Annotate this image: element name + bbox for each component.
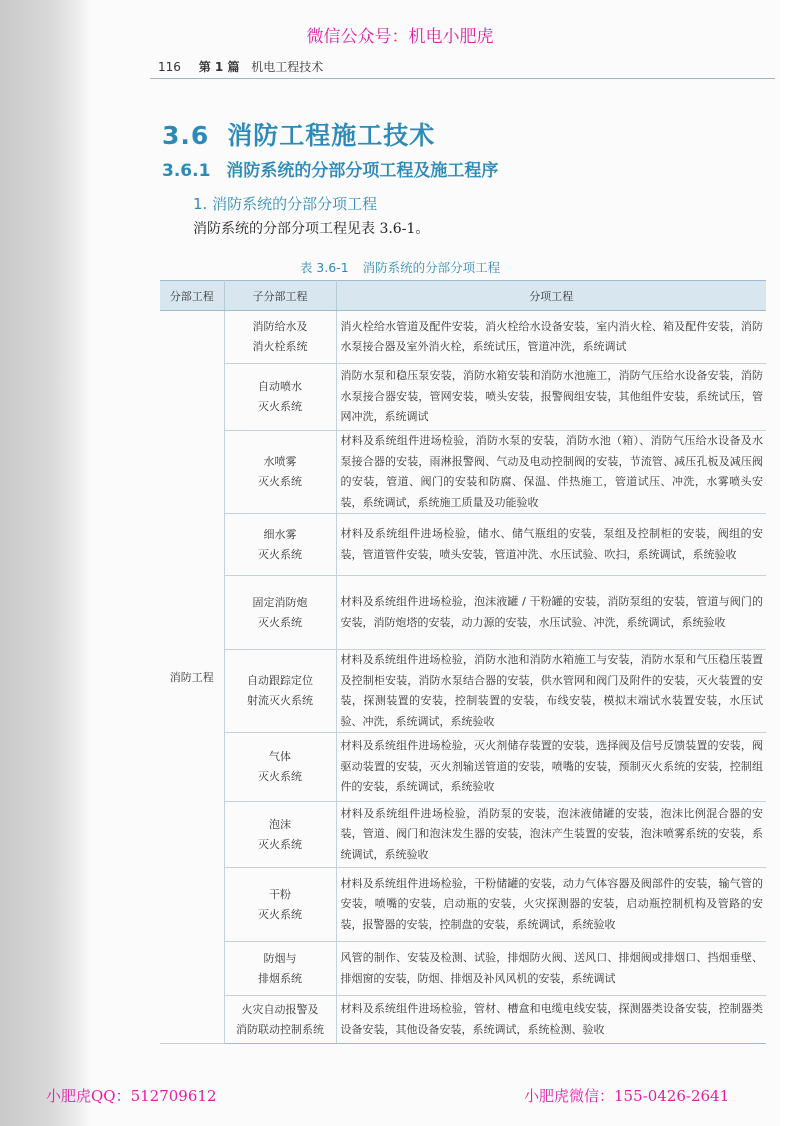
subdivision-line: 灭火系统 [258, 770, 302, 783]
subsection-title [162, 156, 498, 181]
page-number: 116 [158, 60, 181, 74]
division-cell: 消防工程 [160, 311, 224, 1044]
subdivision-line: 灭火系统 [258, 837, 302, 851]
items-cell: 材料及系统组件进场检验，灭火剂储存装置的安装，选择阀及信号反馈装置的安装，阀驱动装置的安装，灭火剂输送管道的安装，喷嘴的安装，预制灭火系统的安装，控制组件的安装，系统调试，系统验收 [336, 733, 766, 802]
subdivision-line: 固定消防炮 [252, 595, 308, 609]
subdivision-line: 灭火系统 [258, 547, 302, 561]
section-title [162, 116, 435, 152]
header-items: 分项工程 [336, 281, 766, 311]
items-cell: 风管的制作、安装及检测、试验，排烟防火阀、送风口、排烟阀或排烟口、挡烟垂壁、排烟窗的安装，防烟、排烟及补风风机的安装，系统调试 [336, 942, 766, 996]
items-cell: 材料及系统组件进场检验，储水、储气瓶组的安装，泵组及控制柜的安装，阀组的安装，管道管件安装，喷头安装，管道冲洗、水压试验、吹扫，系统调试，系统验收 [336, 514, 766, 576]
subdivision-cell [224, 514, 336, 576]
intro-paragraph: 消防系统的分部分项工程见表 3.6-1。 [193, 221, 430, 237]
header-division: 分部工程 [160, 281, 224, 311]
table-row [160, 942, 766, 996]
subdivision-cell [224, 576, 336, 650]
subdivision-line: 自动喷水 [258, 380, 302, 393]
items-cell: 消火栓给水管道及配件安装，消火栓给水设备安装，室内消火栓、箱及配件安装，消防水泵接合器及室外消火栓，系统试压，管道冲洗，系统调试 [336, 311, 766, 364]
item-title: 1. 消防系统的分部分项工程 [193, 195, 378, 213]
table-row [160, 311, 766, 364]
subdivision-cell [224, 364, 336, 431]
running-head [158, 58, 768, 75]
table-header-row [160, 281, 766, 311]
subdivision-line: 防烟与 [263, 951, 297, 965]
table-row [160, 733, 766, 802]
subdivision-line: 灭火系统 [258, 475, 302, 488]
table-caption-title: 消防系统的分部分项工程 [362, 260, 501, 275]
footer-wechat-watermark: 小肥虎微信：155-0426-2641 [524, 1087, 730, 1105]
subdivision-cell [224, 868, 336, 942]
items-cell: 材料及系统组件进场检验，消防泵的安装，泡沫液储罐的安装，泡沫比例混合器的安装，管道、阀门和泡沫发生器的安装，泡沫产生装置的安装，泡沫喷雾系统的安装，系统调试，系统验收 [336, 802, 766, 868]
subdivision-cell [224, 311, 336, 364]
subdivision-line: 灭火系统 [258, 400, 302, 413]
subdivision-cell [224, 942, 336, 996]
table-row [160, 431, 766, 514]
table-row [160, 514, 766, 576]
subdivision-cell [224, 996, 336, 1044]
subsection-number: 3.6.1 [162, 161, 211, 181]
header-rule [150, 78, 775, 79]
subdivision-cell [224, 650, 336, 733]
subdivision-line: 灭火系统 [258, 615, 302, 629]
items-cell: 材料及系统组件进场检验，干粉储罐的安装，动力气体容器及阀部件的安装，输气管的安装，喷嘴的安装，启动瓶的安装，火灾探测器的安装，启动瓶控制机构及管路的安装，报警器的安装，控制盘的安装，系统调试，系统验收 [336, 868, 766, 942]
part-label: 第 1 篇 [198, 60, 240, 74]
watermark-top: 微信公众号：机电小肥虎 [306, 27, 494, 47]
subdivision-line: 火灾自动报警及 [241, 1002, 319, 1016]
subdivision-line: 射流灭火系统 [247, 694, 313, 707]
subdivision-line: 泡沫 [269, 817, 291, 831]
table-row [160, 802, 766, 868]
subdivision-line: 气体 [269, 750, 291, 763]
part-title: 机电工程技术 [251, 60, 324, 74]
subdivision-table [160, 280, 766, 1044]
table-row [160, 868, 766, 942]
subdivision-line: 灭火系统 [258, 907, 302, 921]
subdivision-line: 细水雾 [263, 527, 297, 541]
table-row [160, 364, 766, 431]
table-row [160, 576, 766, 650]
section-number: 3.6 [162, 121, 210, 150]
subdivision-line: 消防给水及 [252, 320, 308, 333]
section-title-text: 消防工程施工技术 [227, 121, 436, 150]
subdivision-line: 消防联动控制系统 [236, 1022, 324, 1036]
subdivision-line: 自动跟踪定位 [247, 674, 313, 687]
subdivision-cell [224, 431, 336, 514]
subdivision-cell [224, 733, 336, 802]
subdivision-line: 排烟系统 [258, 971, 302, 985]
subdivision-line: 消火栓系统 [252, 340, 308, 353]
table-caption [0, 258, 800, 276]
scan-edge-shadow [0, 0, 90, 1126]
items-cell: 消防水泵和稳压泵安装，消防水箱安装和消防水池施工，消防气压给水设备安装，消防水泵接合器安装，管网安装，喷头安装，报警阀组安装，其他组件安装，系统试压，管网冲洗，系统调试 [336, 364, 766, 431]
items-cell: 材料及系统组件进场检验，管材、槽盒和电缆电线安装，探测器类设备安装，控制器类设备安装，其他设备安装，系统调试，系统检测、验收 [336, 996, 766, 1044]
table-caption-number: 表 3.6-1 [299, 260, 349, 275]
table-row [160, 650, 766, 733]
items-cell: 材料及系统组件进场检验，消防水池和消防水箱施工与安装，消防水泵和气压稳压装置及控制柜安装，消防水泵结合器的安装，供水管网和阀门及附件的安装，灭火装置的安装，探测装置的安装，控制装置的安装，布线安装，模拟末端试水装置安装，水压试验、冲洗，系统调试，系统验收 [336, 650, 766, 733]
subsection-title-text: 消防系统的分部分项工程及施工程序 [226, 161, 499, 181]
subdivision-line: 水喷雾 [263, 455, 297, 468]
table-row [160, 996, 766, 1044]
items-cell: 材料及系统组件进场检验，消防水泵的安装，消防水池（箱）、消防气压给水设备及水泵接合器的安装，雨淋报警阀、气动及电动控制阀的安装，节流管、减压孔板及减压阀的安装，管道、阀门的安装和防腐、保温、伴热施工，管道试压、冲洗，水雾喷头安装，系统调试，系统施工质量及功能验收 [336, 431, 766, 514]
subdivision-line: 干粉 [269, 887, 291, 901]
items-cell: 材料及系统组件进场检验，泡沫液罐 / 干粉罐的安装，消防泵组的安装，管道与阀门的安装，消防炮塔的安装，动力源的安装，水压试验、冲洗，系统调试，系统验收 [336, 576, 766, 650]
subdivision-cell [224, 802, 336, 868]
header-subdivision: 子分部工程 [224, 281, 336, 311]
footer-qq-watermark: 小肥虎QQ：512709612 [46, 1087, 217, 1105]
